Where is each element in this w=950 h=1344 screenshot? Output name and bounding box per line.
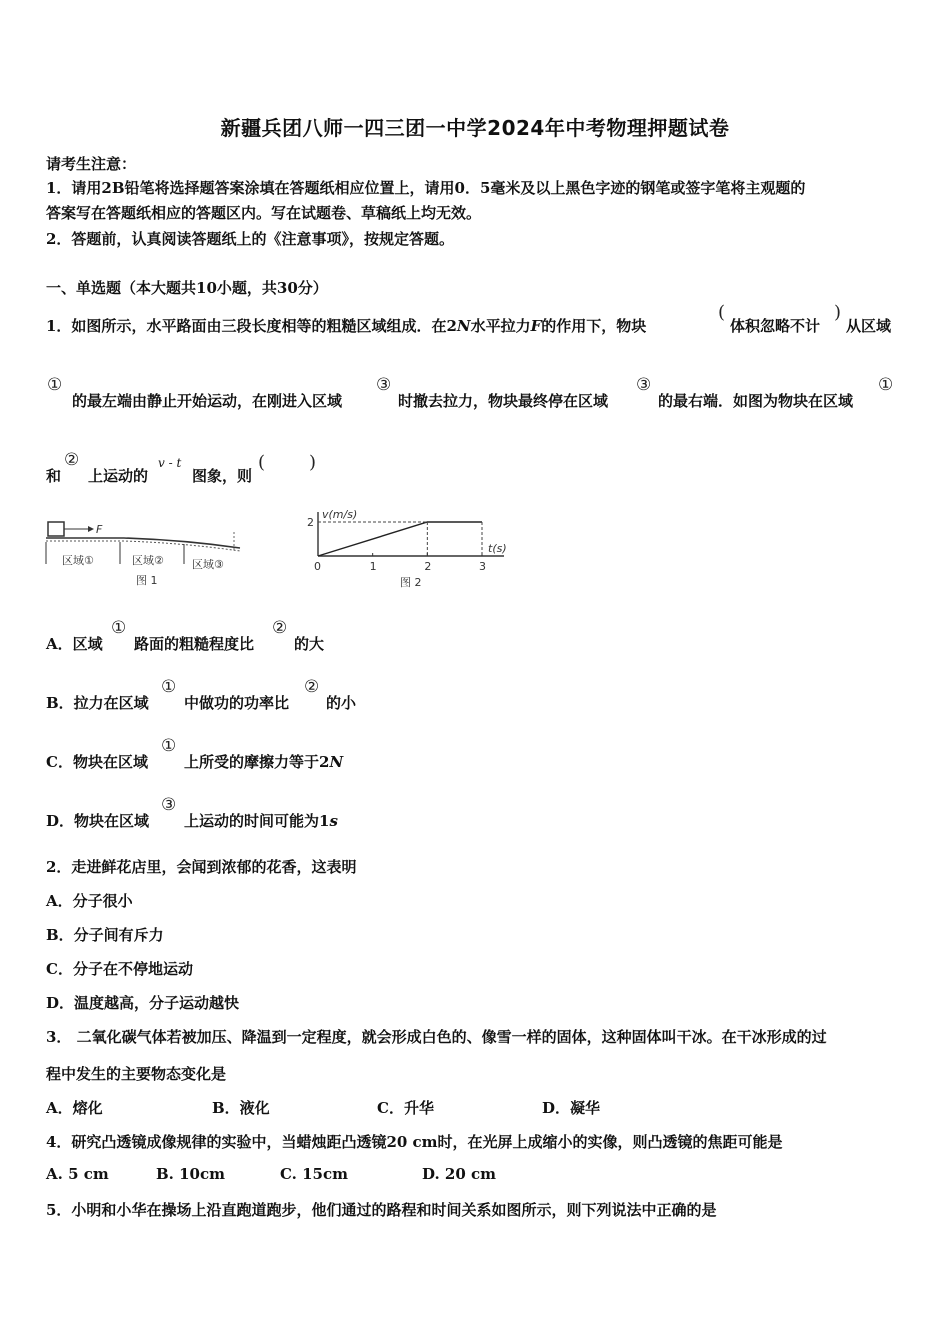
q3-stem-2: 程中发生的主要物态变化是 [46, 1065, 227, 1083]
q1-text-1e: 从区域 [846, 317, 892, 335]
figure-2-caption: 图 2 [400, 576, 422, 589]
q3-stem-1: 3． 二氧化碳气体若被加压、降温到一定程度，就会形成白色的、像雪一样的固体，这种固体叫干冰。在干冰形成的过 [46, 1028, 827, 1046]
q1-option-c-unit: N [329, 753, 344, 771]
zone-1-label: 区域① [62, 554, 94, 567]
q1-circle-3b: ③ [636, 375, 652, 395]
q1-option-a-mid: 路面的粗糙程度比 [134, 635, 255, 653]
q1-option-b-post: 的小 [326, 694, 357, 712]
figure-2-chart [300, 506, 520, 590]
q2-stem: 2．走进鲜花店里，会闻到浓郁的花香，这表明 [46, 858, 357, 876]
q1-text-3a: 和 [46, 467, 62, 485]
notice-line-1b: 答案写在答题纸相应的答题区内。写在试题卷、草稿纸上均无效。 [46, 204, 482, 222]
q1-text-2b: 时撤去拉力，物块最终停在区域 [398, 392, 609, 410]
q1-option-d-mid: 上运动的时间可能为1 [184, 812, 330, 830]
road-hatch [46, 541, 240, 551]
q1-text-1d: 体积忽略不计 [730, 317, 821, 335]
y-axis-label: v(m/s) [322, 508, 358, 521]
road-surface [46, 538, 240, 548]
q1-option-d-unit: s [329, 812, 338, 830]
q1-option-a-pre: A．区域 [46, 635, 103, 653]
q1-paren-open-2: ( [258, 452, 266, 473]
force-arrow-head [88, 526, 94, 532]
notice-heading: 请考生注意： [46, 155, 137, 173]
x-tick-label-1: 1 [369, 560, 377, 573]
q1-force-f: F [530, 317, 542, 335]
q1-vt-label: v - t [158, 456, 182, 470]
velocity-series-line [318, 522, 482, 556]
notice-line-1a: 1．请用2B铅笔将选择题答案涂填在答题纸相应位置上，请用0．5毫米及以上黑色字迹的钢笔或签字笔将主观题的 [46, 179, 806, 197]
x-tick-label-2: 2 [424, 560, 432, 573]
q1-option-c-circle-1: ① [161, 736, 177, 756]
x-axis-label: t(s) [488, 542, 507, 555]
q1-paren-close: ) [834, 302, 842, 323]
figure-1-caption: 图 1 [136, 574, 158, 587]
q1-circle-3a: ③ [376, 375, 392, 395]
y-tick-label-2: 2 [307, 516, 314, 529]
q1-option-b-mid: 中做功的功率比 [184, 694, 290, 712]
q1-circle-1a: ① [47, 375, 63, 395]
q1-option-a-circle-2: ② [272, 618, 288, 638]
q1-option-b-circle-1: ① [161, 677, 177, 697]
notice-line-2: 2．答题前，认真阅读答题纸上的《注意事项》，按规定答题。 [46, 230, 454, 248]
q1-text-3c: 图象，则 [192, 467, 253, 485]
x-tick-label-3: 3 [479, 560, 486, 573]
q1-option-d-pre: D．物块在区域 [46, 812, 150, 830]
q1-unit-n: N [456, 317, 471, 335]
q1-option-a-post: 的大 [294, 635, 325, 653]
q2-option-c: C．分子在不停地运动 [46, 960, 193, 978]
q3-option-b: B．液化 [212, 1099, 270, 1117]
q1-option-c-pre: C．物块在区域 [46, 753, 148, 771]
q2-option-d: D．温度越高，分子运动越快 [46, 994, 240, 1012]
q1-option-d-circle-3: ③ [161, 795, 177, 815]
q4-option-a: A. 5 cm [46, 1165, 109, 1183]
q1-option-a-circle-1: ① [111, 618, 127, 638]
q1-paren-close-2: ) [309, 452, 317, 473]
force-label: F [96, 523, 103, 536]
q4-option-b: B. 10cm [156, 1165, 226, 1183]
q1-option-d-text [184, 810, 338, 831]
q1-option-b-circle-2: ② [304, 677, 320, 697]
q5-stem: 5．小明和小华在操场上沿直跑道跑步，他们通过的路程和时间关系如图所示，则下列说法中正确的是 [46, 1201, 717, 1219]
q1-circle-1b: ① [878, 375, 894, 395]
q1-option-c-text [184, 751, 343, 772]
figure-1 [44, 518, 254, 590]
q1-text-2a: 的最左端由静止开始运动，在刚进入区域 [72, 392, 343, 410]
q1-option-b-pre: B．拉力在区域 [46, 694, 149, 712]
q1-text-2c: 的最右端．如图为物块在区域 [658, 392, 854, 410]
q3-option-c: C．升华 [377, 1099, 434, 1117]
q1-circle-2a: ② [64, 450, 80, 470]
q1-text-1b: 水平拉力 [470, 317, 531, 335]
q4-option-d: D. 20 cm [422, 1165, 497, 1183]
section-heading: 一、单选题（本大题共10小题，共30分） [46, 279, 328, 297]
q2-option-b: B．分子间有斥力 [46, 926, 164, 944]
q3-option-d: D．凝华 [542, 1099, 601, 1117]
q3-option-a: A．熔化 [46, 1099, 103, 1117]
q2-option-a: A．分子很小 [46, 892, 133, 910]
q1-text-3b: 上运动的 [88, 467, 149, 485]
q1-text-1c: 的作用下，物块 [541, 317, 647, 335]
block [48, 522, 64, 536]
zone-3-label: 区域③ [192, 558, 224, 571]
page-title: 新疆兵团八师一四三团一中学2024年中考物理押题试卷 [220, 116, 730, 140]
q1-text-1a: 1．如图所示，水平路面由三段长度相等的粗糙区域组成．在2 [46, 317, 457, 335]
q1-option-c-mid: 上所受的摩擦力等于2 [184, 753, 330, 771]
q4-stem: 4．研究凸透镜成像规律的实验中，当蜡烛距凸透镜20 cm时，在光屏上成缩小的实像，则凸透镜的焦距可能是 [46, 1133, 783, 1151]
origin-label: 0 [314, 560, 321, 573]
q4-option-c: C. 15cm [280, 1165, 348, 1183]
q1-line-1 [46, 315, 646, 336]
q1-paren-open: ( [718, 302, 726, 323]
zone-2-label: 区域② [132, 554, 164, 567]
